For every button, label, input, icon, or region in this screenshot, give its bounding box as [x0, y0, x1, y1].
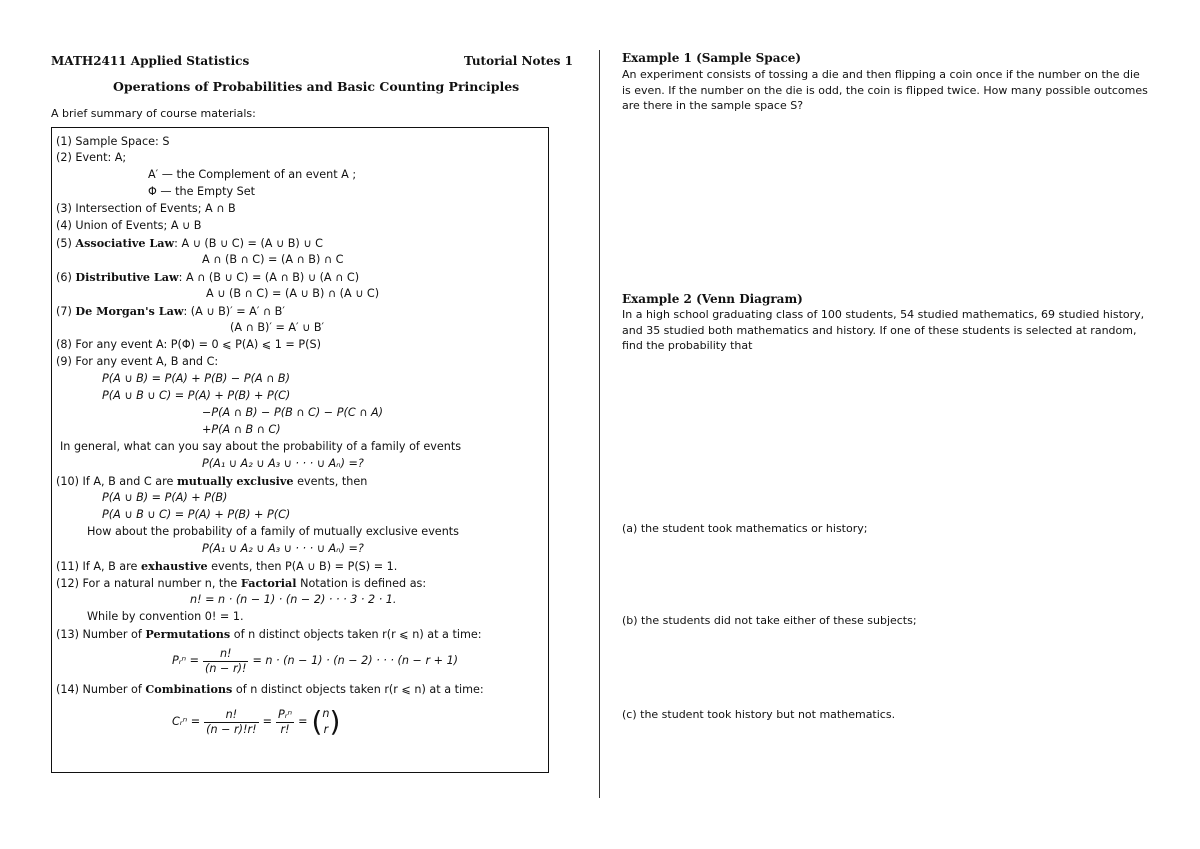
- example2-title: Example 2 (Venn Diagram): [622, 292, 803, 306]
- notes-label: Tutorial Notes 1: [464, 54, 573, 68]
- combinations-line: (14) Number of Combinations of n distinct objects taken r(r ⩽ n) at a time:: [56, 682, 484, 696]
- summary-line: (2) Event: A;: [56, 151, 127, 164]
- exhaustive-line: (11) If A, B are exhaustive events, then P(A ∪ B) = P(S) = 1.: [56, 559, 398, 573]
- course-title: MATH2411 Applied Statistics: [51, 54, 250, 68]
- summary-line: (A ∩ B)′ = A′ ∪ B′: [230, 321, 325, 334]
- example1-text: An experiment consists of tossing a die and then flipping a coin once if the number on the die is even. If the number on the die is odd, the coin is flipped twice. How many possible outcomes are there in the sample space S?: [622, 68, 1148, 112]
- summary-line: (4) Union of Events; A ∪ B: [56, 219, 202, 232]
- summary-line: P(A₁ ∪ A₂ ∪ A₃ ∪ · · · ∪ Aₙ) =?: [202, 457, 364, 470]
- example2-part-a: (a) the student took mathematics or history;: [622, 522, 868, 535]
- summary-line: A ∩ (B ∩ C) = (A ∩ B) ∩ C: [202, 253, 344, 266]
- summary-line: P(A ∪ B ∪ C) = P(A) + P(B) + P(C): [102, 508, 291, 521]
- summary-line: How about the probability of a family of mutually exclusive events: [87, 525, 460, 538]
- summary-line: (8) For any event A: P(Φ) = 0 ⩽ P(A) ⩽ 1 = P(S): [56, 338, 321, 351]
- summary-box: [51, 127, 549, 773]
- permutation-formula: Pᵣⁿ = $\frac{n!}{(n - r)!}$ = n · (n − 1) · (n − 2) · · · (n − r + 1): [172, 646, 459, 675]
- de-morgan-law: (7) De Morgan's Law: (A ∪ B)′ = A′ ∩ B′: [56, 304, 285, 318]
- intro-text: A brief summary of course materials:: [51, 107, 256, 120]
- distributive-law: (6) Distributive Law: A ∩ (B ∪ C) = (A ∩ B) ∪ (A ∩ C): [56, 270, 360, 284]
- example2-part-c: (c) the student took history but not mathematics.: [622, 708, 896, 721]
- summary-line: In general, what can you say about the probability of a family of events: [60, 440, 462, 453]
- factorial-line: (12) For a natural number n, the Factorial Notation is defined as:: [56, 576, 427, 590]
- summary-line: +P(A ∩ B ∩ C): [202, 423, 281, 436]
- summary-line: P(A₁ ∪ A₂ ∪ A₃ ∪ · · · ∪ Aₙ) =?: [202, 542, 364, 555]
- summary-line: P(A ∪ B) = P(A) + P(B) − P(A ∩ B): [102, 372, 290, 385]
- summary-line: P(A ∪ B) = P(A) + P(B): [102, 491, 228, 504]
- example2-text: In a high school graduating class of 100 students, 54 studied mathematics, 69 studied history, and 35 studied both mathematics and history. If one of these students is selected at random, find the probability that: [622, 308, 1145, 352]
- associative-law: (5) Associative Law: A ∪ (B ∪ C) = (A ∪ B) ∪ C: [56, 236, 323, 250]
- example1-title: Example 1 (Sample Space): [622, 51, 802, 65]
- summary-line: −P(A ∩ B) − P(B ∩ C) − P(C ∩ A): [202, 406, 383, 419]
- factorial-formula: n! = n · (n − 1) · (n − 2) · · · 3 · 2 · 1.: [190, 593, 397, 606]
- summary-line: (1) Sample Space: S: [56, 135, 170, 148]
- column-divider: [599, 50, 600, 798]
- summary-line: P(A ∪ B ∪ C) = P(A) + P(B) + P(C): [102, 389, 291, 402]
- summary-line: A ∪ (B ∩ C) = (A ∪ B) ∩ (A ∪ C): [206, 287, 380, 300]
- summary-line: (9) For any event A, B and C:: [56, 355, 219, 368]
- summary-line: A′ — the Complement of an event A ;: [148, 168, 357, 181]
- page-title: Operations of Probabilities and Basic Counting Principles: [113, 79, 520, 94]
- summary-line: While by convention 0! = 1.: [87, 610, 244, 623]
- permutations-line: (13) Number of Permutations of n distinct objects taken r(r ⩽ n) at a time:: [56, 627, 482, 641]
- combination-formula: Cᵣⁿ = $\frac{n!}{(n - r)!r!}$ = $\frac{\text{Pᵣⁿ}}{r!}$ = ( n r ): [172, 705, 341, 738]
- mutually-exclusive-line: (10) If A, B and C are mutually exclusive events, then: [56, 474, 368, 488]
- summary-line: (3) Intersection of Events; A ∩ B: [56, 202, 236, 215]
- example2-part-b: (b) the students did not take either of these subjects;: [622, 614, 917, 627]
- summary-line: Φ — the Empty Set: [148, 185, 256, 198]
